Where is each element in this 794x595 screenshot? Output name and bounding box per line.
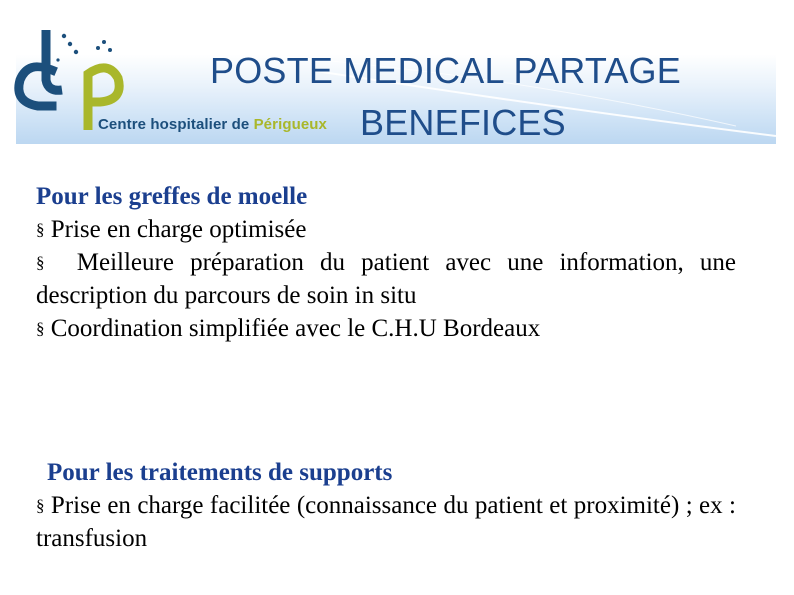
list-item <box>36 312 736 345</box>
square-bullet-icon: § <box>36 253 45 272</box>
list-item <box>36 489 736 555</box>
section-bone-marrow <box>36 180 736 345</box>
list-item <box>36 213 736 246</box>
list-item-text: Prise en charge optimisée <box>50 216 307 243</box>
section-supportive-care <box>36 456 736 555</box>
slide-title-line-2: BENEFICES <box>360 102 566 143</box>
list-item-text: Meilleure préparation du patient avec une information, une description du parcours de soin in situ <box>36 249 736 309</box>
logo-caption-city: Périgueux <box>253 116 328 133</box>
section-heading: Pour les traitements de supports <box>47 459 393 486</box>
list-item-text: Coordination simplifiée avec le C.H.U Bordeaux <box>50 315 541 342</box>
square-bullet-icon: § <box>36 319 45 338</box>
square-bullet-icon: § <box>36 496 45 515</box>
logo-caption <box>98 116 327 133</box>
list-item <box>36 246 736 312</box>
square-bullet-icon: § <box>36 220 45 239</box>
logo-caption-text: Centre hospitalier de <box>98 116 254 133</box>
list-item-text: Prise en charge facilitée (connaissance du patient et proximité) ; ex : transfusion <box>36 492 736 552</box>
section-heading: Pour les greffes de moelle <box>36 183 308 210</box>
slide-title-line-1: POSTE MEDICAL PARTAGE <box>210 50 681 91</box>
